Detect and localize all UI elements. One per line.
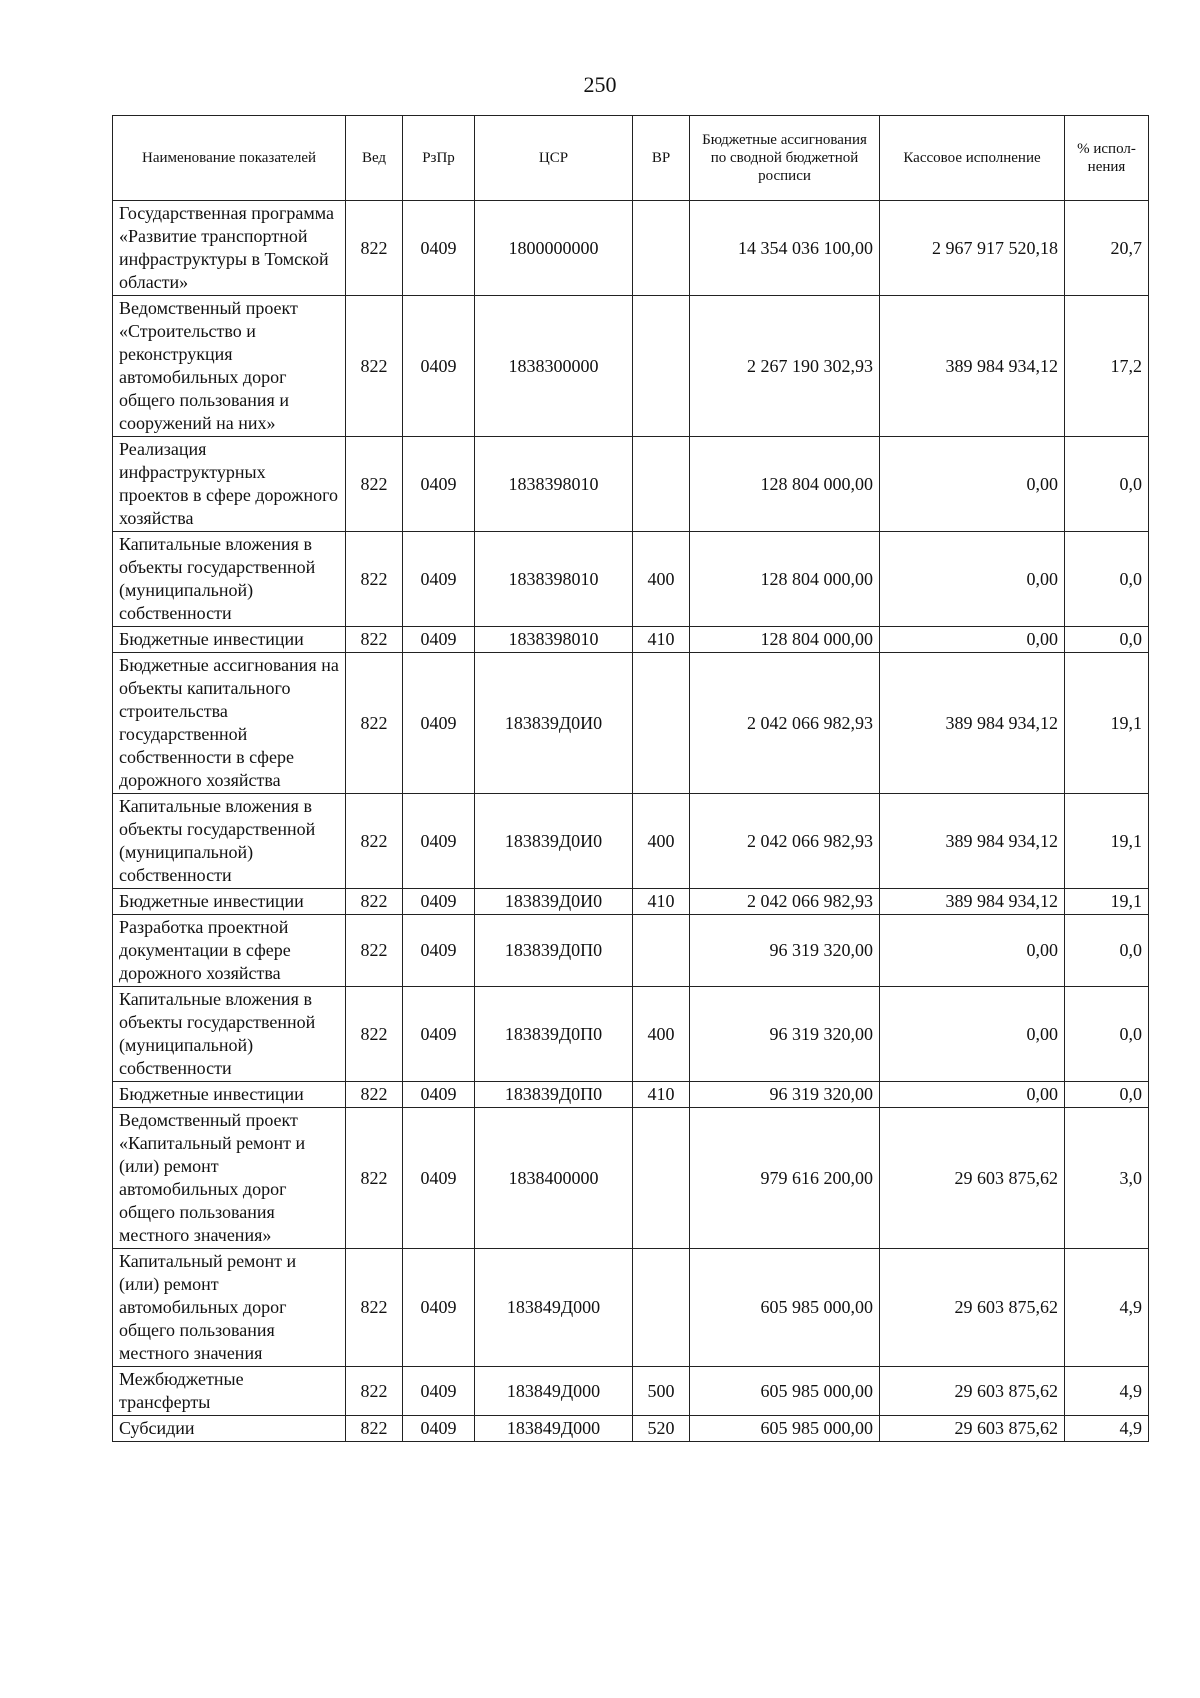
cell-csr: 1838398010	[475, 627, 633, 653]
cell-name: Субсидии	[113, 1416, 346, 1442]
cell-cash-execution: 389 984 934,12	[880, 653, 1065, 794]
cell-vr	[633, 1249, 690, 1367]
table-body	[113, 201, 1149, 1442]
cell-ved: 822	[346, 1367, 403, 1416]
cell-name: Реализация инфраструктурных проектов в сфере дорожного хозяйства	[113, 437, 346, 532]
table-row	[113, 437, 1149, 532]
header-name: Наименование показателей	[113, 116, 346, 201]
cell-assignments: 2 042 066 982,93	[690, 889, 880, 915]
cell-vr	[633, 653, 690, 794]
cell-assignments: 128 804 000,00	[690, 627, 880, 653]
cell-vr: 410	[633, 627, 690, 653]
table-row	[113, 794, 1149, 889]
cell-cash-execution: 389 984 934,12	[880, 794, 1065, 889]
cell-vr	[633, 915, 690, 987]
table-row	[113, 987, 1149, 1082]
cell-assignments: 128 804 000,00	[690, 532, 880, 627]
cell-percent: 4,9	[1065, 1416, 1149, 1442]
cell-vr: 500	[633, 1367, 690, 1416]
cell-ved: 822	[346, 1416, 403, 1442]
header-vr: ВР	[633, 116, 690, 201]
table-row	[113, 1416, 1149, 1442]
cell-csr: 183849Д000	[475, 1367, 633, 1416]
cell-assignments: 605 985 000,00	[690, 1367, 880, 1416]
cell-csr: 183849Д000	[475, 1249, 633, 1367]
cell-name: Бюджетные инвестиции	[113, 1082, 346, 1108]
cell-rzpr: 0409	[403, 201, 475, 296]
cell-rzpr: 0409	[403, 653, 475, 794]
cell-ved: 822	[346, 889, 403, 915]
cell-vr: 410	[633, 1082, 690, 1108]
cell-ved: 822	[346, 627, 403, 653]
cell-name: Капитальные вложения в объекты государственной (муниципальной) собственности	[113, 794, 346, 889]
cell-csr: 183839Д0И0	[475, 889, 633, 915]
cell-csr: 183839Д0П0	[475, 1082, 633, 1108]
cell-percent: 3,0	[1065, 1108, 1149, 1249]
cell-ved: 822	[346, 987, 403, 1082]
cell-csr: 183839Д0И0	[475, 653, 633, 794]
cell-name: Бюджетные ассигнования на объекты капитального строительства государственной собственности в сфере дорожного хозяйства	[113, 653, 346, 794]
cell-percent: 20,7	[1065, 201, 1149, 296]
cell-cash-execution: 389 984 934,12	[880, 889, 1065, 915]
cell-name: Капитальные вложения в объекты государственной (муниципальной) собственности	[113, 987, 346, 1082]
table-row	[113, 653, 1149, 794]
header-cash-execution: Кассовое исполнение	[880, 116, 1065, 201]
budget-table	[112, 115, 1149, 1442]
cell-cash-execution: 0,00	[880, 915, 1065, 987]
cell-percent: 4,9	[1065, 1367, 1149, 1416]
cell-csr: 183849Д000	[475, 1416, 633, 1442]
cell-vr	[633, 296, 690, 437]
cell-ved: 822	[346, 653, 403, 794]
cell-rzpr: 0409	[403, 1367, 475, 1416]
table-row	[113, 889, 1149, 915]
cell-csr: 1800000000	[475, 201, 633, 296]
cell-cash-execution: 389 984 934,12	[880, 296, 1065, 437]
cell-assignments: 979 616 200,00	[690, 1108, 880, 1249]
header-percent: % испол- нения	[1065, 116, 1149, 201]
cell-percent: 0,0	[1065, 915, 1149, 987]
cell-ved: 822	[346, 915, 403, 987]
cell-percent: 0,0	[1065, 987, 1149, 1082]
cell-cash-execution: 0,00	[880, 627, 1065, 653]
cell-assignments: 2 042 066 982,93	[690, 794, 880, 889]
cell-name: Разработка проектной документации в сфере дорожного хозяйства	[113, 915, 346, 987]
cell-vr: 520	[633, 1416, 690, 1442]
cell-rzpr: 0409	[403, 1416, 475, 1442]
cell-cash-execution: 29 603 875,62	[880, 1249, 1065, 1367]
cell-name: Бюджетные инвестиции	[113, 627, 346, 653]
cell-percent: 0,0	[1065, 532, 1149, 627]
cell-rzpr: 0409	[403, 1249, 475, 1367]
cell-name: Государственная программа «Развитие транспортной инфраструктуры в Томской области»	[113, 201, 346, 296]
cell-cash-execution: 29 603 875,62	[880, 1367, 1065, 1416]
cell-name: Межбюджетные трансферты	[113, 1367, 346, 1416]
cell-rzpr: 0409	[403, 532, 475, 627]
cell-cash-execution: 0,00	[880, 437, 1065, 532]
cell-rzpr: 0409	[403, 1082, 475, 1108]
header-ved: Вед	[346, 116, 403, 201]
cell-vr: 400	[633, 794, 690, 889]
cell-ved: 822	[346, 296, 403, 437]
cell-percent: 4,9	[1065, 1249, 1149, 1367]
cell-percent: 19,1	[1065, 889, 1149, 915]
cell-name: Ведомственный проект «Капитальный ремонт и (или) ремонт автомобильных дорог общего пользования местного значения»	[113, 1108, 346, 1249]
table-row	[113, 532, 1149, 627]
cell-vr: 400	[633, 532, 690, 627]
cell-csr: 183839Д0И0	[475, 794, 633, 889]
cell-cash-execution: 0,00	[880, 1082, 1065, 1108]
cell-rzpr: 0409	[403, 889, 475, 915]
header-csr: ЦСР	[475, 116, 633, 201]
cell-ved: 822	[346, 794, 403, 889]
cell-csr: 183839Д0П0	[475, 987, 633, 1082]
cell-vr: 410	[633, 889, 690, 915]
cell-csr: 1838300000	[475, 296, 633, 437]
cell-ved: 822	[346, 437, 403, 532]
cell-name: Капитальные вложения в объекты государственной (муниципальной) собственности	[113, 532, 346, 627]
cell-rzpr: 0409	[403, 987, 475, 1082]
cell-vr	[633, 201, 690, 296]
cell-rzpr: 0409	[403, 296, 475, 437]
cell-vr: 400	[633, 987, 690, 1082]
cell-vr	[633, 1108, 690, 1249]
cell-name: Капитальный ремонт и (или) ремонт автомобильных дорог общего пользования местного значения	[113, 1249, 346, 1367]
cell-cash-execution: 29 603 875,62	[880, 1416, 1065, 1442]
cell-percent: 0,0	[1065, 437, 1149, 532]
cell-percent: 17,2	[1065, 296, 1149, 437]
cell-percent: 19,1	[1065, 653, 1149, 794]
cell-percent: 0,0	[1065, 627, 1149, 653]
cell-cash-execution: 0,00	[880, 532, 1065, 627]
cell-csr: 1838400000	[475, 1108, 633, 1249]
cell-assignments: 605 985 000,00	[690, 1249, 880, 1367]
cell-ved: 822	[346, 201, 403, 296]
table-header-row	[113, 116, 1149, 201]
cell-ved: 822	[346, 1082, 403, 1108]
header-rzpr: РзПр	[403, 116, 475, 201]
cell-ved: 822	[346, 532, 403, 627]
cell-vr	[633, 437, 690, 532]
table-row	[113, 296, 1149, 437]
cell-rzpr: 0409	[403, 1108, 475, 1249]
cell-rzpr: 0409	[403, 627, 475, 653]
cell-assignments: 2 042 066 982,93	[690, 653, 880, 794]
cell-csr: 1838398010	[475, 437, 633, 532]
header-assignments: Бюджетные ассигнования по сводной бюджетной росписи	[690, 116, 880, 201]
cell-rzpr: 0409	[403, 915, 475, 987]
table-row	[113, 1082, 1149, 1108]
table-row	[113, 201, 1149, 296]
cell-assignments: 2 267 190 302,93	[690, 296, 880, 437]
page-number: 250	[583, 72, 617, 97]
table-row	[113, 1249, 1149, 1367]
cell-percent: 19,1	[1065, 794, 1149, 889]
cell-assignments: 96 319 320,00	[690, 915, 880, 987]
cell-assignments: 96 319 320,00	[690, 1082, 880, 1108]
cell-assignments: 605 985 000,00	[690, 1416, 880, 1442]
cell-assignments: 14 354 036 100,00	[690, 201, 880, 296]
table-row	[113, 1367, 1149, 1416]
cell-rzpr: 0409	[403, 437, 475, 532]
table-row	[113, 627, 1149, 653]
cell-assignments: 96 319 320,00	[690, 987, 880, 1082]
cell-ved: 822	[346, 1249, 403, 1367]
cell-cash-execution: 0,00	[880, 987, 1065, 1082]
table-row	[113, 915, 1149, 987]
cell-cash-execution: 2 967 917 520,18	[880, 201, 1065, 296]
cell-csr: 1838398010	[475, 532, 633, 627]
cell-assignments: 128 804 000,00	[690, 437, 880, 532]
cell-name: Бюджетные инвестиции	[113, 889, 346, 915]
cell-rzpr: 0409	[403, 794, 475, 889]
cell-ved: 822	[346, 1108, 403, 1249]
cell-cash-execution: 29 603 875,62	[880, 1108, 1065, 1249]
table-row	[113, 1108, 1149, 1249]
cell-csr: 183839Д0П0	[475, 915, 633, 987]
cell-percent: 0,0	[1065, 1082, 1149, 1108]
cell-name: Ведомственный проект «Строительство и реконструкция автомобильных дорог общего пользования и сооружений на них»	[113, 296, 346, 437]
